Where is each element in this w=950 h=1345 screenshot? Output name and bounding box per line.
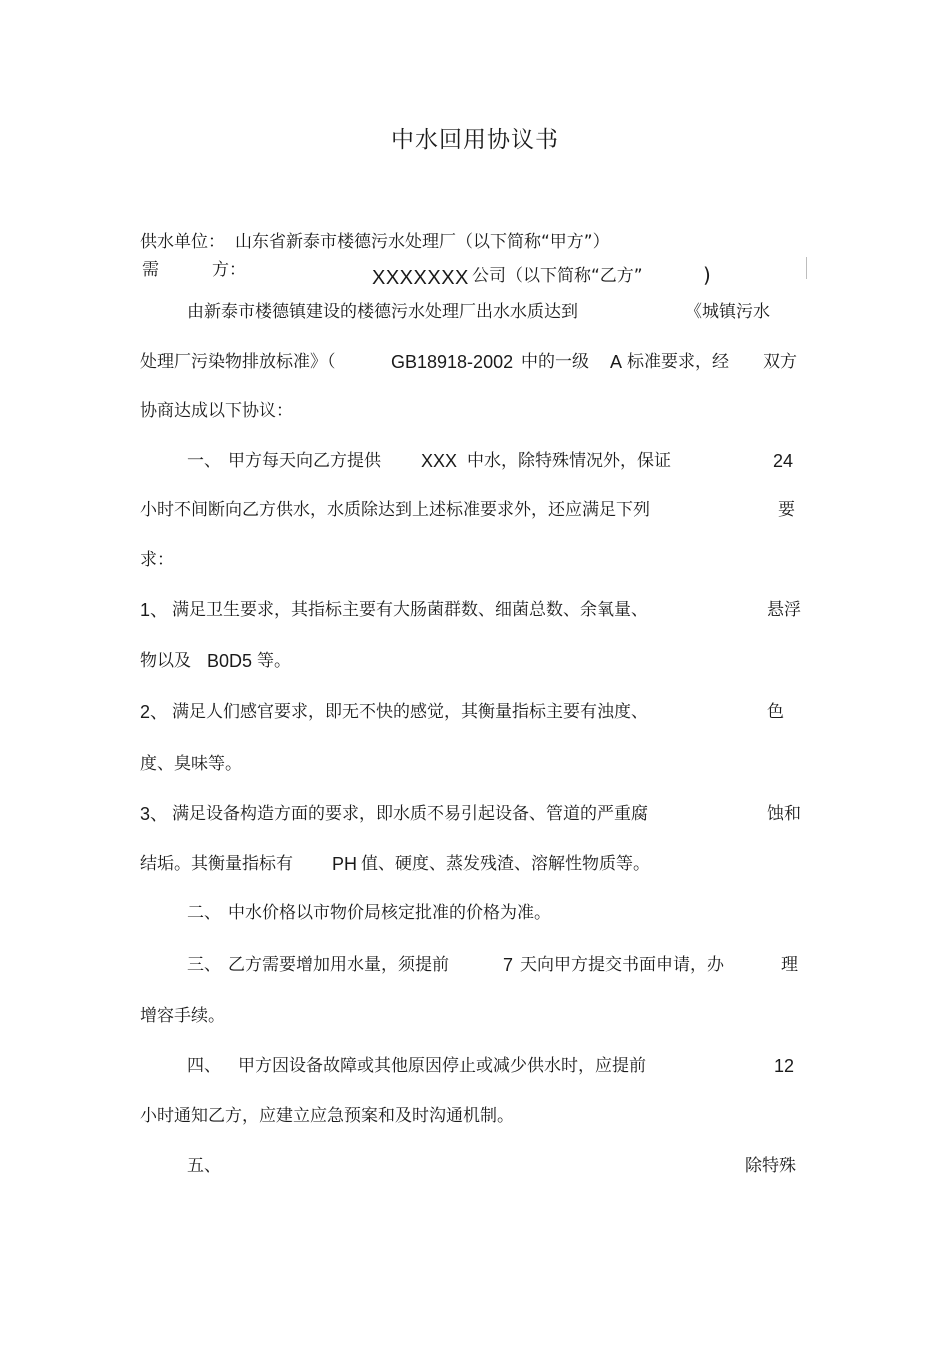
clause5-text: 除特殊	[745, 1156, 796, 1176]
clause4-text-2: 小时通知乙方，应建立应急预案和及时沟通机制。	[140, 1106, 514, 1126]
clause3-text-2: 增容手续。	[140, 1006, 225, 1026]
req2-text-1b: 满足人们感官要求，即无不快的感觉，其衡量指标主要有浊度、	[172, 702, 648, 722]
req2-line-1	[140, 697, 805, 727]
intro-text-2a: 处理厂污染物排放标准》（	[140, 352, 336, 372]
req3-text-1c: 蚀和	[767, 804, 801, 824]
req3-text-2c: 值、硬度、蒸发残渣、溶解性物质等。	[361, 854, 650, 874]
req1-line-1	[140, 595, 805, 625]
intro-text-2e: 标准要求，经	[627, 352, 729, 372]
req1-text-2c: 等。	[257, 651, 291, 671]
clause1-text-2b: 要	[778, 500, 795, 520]
req3-line-1	[140, 799, 805, 829]
clause3-text-1e: 理	[781, 955, 798, 975]
clause4-number: 四、	[187, 1056, 221, 1076]
clause1-line-1	[140, 446, 805, 476]
intro-text-3: 协商达成以下协议：	[140, 401, 293, 421]
clause2-number: 二、	[187, 903, 221, 923]
intro-line-3	[140, 396, 805, 426]
clause4-hours: 12	[774, 1056, 795, 1076]
clause3-text-1d: 天向甲方提交书面申请，办	[520, 955, 724, 975]
clause2-line	[140, 898, 805, 928]
demander-close-paren: )	[703, 263, 711, 287]
intro-line-2	[140, 347, 805, 377]
req3-number: 3、	[140, 804, 169, 824]
demander-line	[140, 255, 805, 289]
req1-text-1c: 悬浮	[767, 600, 801, 620]
req3-text-1b: 满足设备构造方面的要求，即水质不易引起设备、管道的严重腐	[172, 804, 648, 824]
req2-text-2: 度、臭味等。	[140, 754, 242, 774]
req3-text-2a: 结垢。其衡量指标有	[140, 854, 293, 874]
clause1-text-2a: 小时不间断向乙方供水，水质除达到上述标准要求外，还应满足下列	[140, 500, 650, 520]
req3-line-2	[140, 849, 805, 879]
clause1-text-3: 求：	[140, 550, 174, 570]
req1-indicator: B0D5	[207, 651, 253, 671]
clause1-line-3	[140, 545, 805, 575]
clause1-volume: XXX	[421, 451, 458, 471]
req2-number: 2、	[140, 702, 169, 722]
document-title: 中水回用协议书	[391, 127, 559, 153]
demander-label-b: 方：	[212, 260, 246, 280]
demander-label-a: 需	[142, 260, 159, 280]
supplier-value: 山东省新泰市楼德污水处理厂（以下简称“甲方”）	[235, 232, 610, 252]
standard-code: GB18918-2002	[391, 352, 514, 372]
clause5-line	[140, 1151, 805, 1181]
req2-line-2	[140, 749, 805, 779]
clause4-text-1b: 甲方因设备故障或其他原因停止或减少供水时，应提前	[238, 1056, 646, 1076]
intro-text-2c: 中的一级	[521, 352, 589, 372]
req1-line-2	[140, 646, 805, 676]
clause3-text-1b: 乙方需要增加用水量，须提前	[228, 955, 449, 975]
demander-suffix: 公司（以下简称“乙方”	[472, 266, 643, 286]
clause1-text-1d: 中水，除特殊情况外，保证	[467, 451, 671, 471]
clause3-number: 三、	[187, 955, 221, 975]
clause4-line-2	[140, 1101, 805, 1131]
margin-mark	[806, 257, 807, 279]
intro-text-2f: 双方	[763, 352, 797, 372]
req3-indicator: PH	[332, 854, 358, 874]
req1-text-1b: 满足卫生要求，其指标主要有大肠菌群数、细菌总数、余氧量、	[172, 600, 648, 620]
intro-line-1	[140, 297, 805, 327]
req1-text-2a: 物以及	[140, 651, 191, 671]
clause1-line-2	[140, 495, 805, 525]
clause3-days: 7	[503, 955, 514, 975]
supplier-line	[140, 227, 805, 257]
clause3-line-2	[140, 1001, 805, 1031]
clause4-line-1	[140, 1051, 805, 1081]
intro-text-1a: 由新泰市楼德镇建设的楼德污水处理厂出水水质达到	[187, 302, 578, 322]
clause5-number: 五、	[187, 1156, 221, 1176]
clause1-number: 一、	[187, 451, 221, 471]
req2-text-1c: 色	[767, 702, 784, 722]
clause3-line-1	[140, 950, 805, 980]
clause1-text-1b: 甲方每天向乙方提供	[228, 451, 381, 471]
supplier-label: 供水单位：	[140, 232, 225, 252]
req1-number: 1、	[140, 600, 169, 620]
demander-company: XXXXXXX	[372, 267, 469, 289]
clause2-text: 中水价格以市物价局核定批准的价格为准。	[228, 903, 551, 923]
intro-text-1b: 《城镇污水	[685, 302, 770, 322]
grade-letter: A	[610, 352, 623, 372]
clause1-hours: 24	[773, 451, 794, 471]
